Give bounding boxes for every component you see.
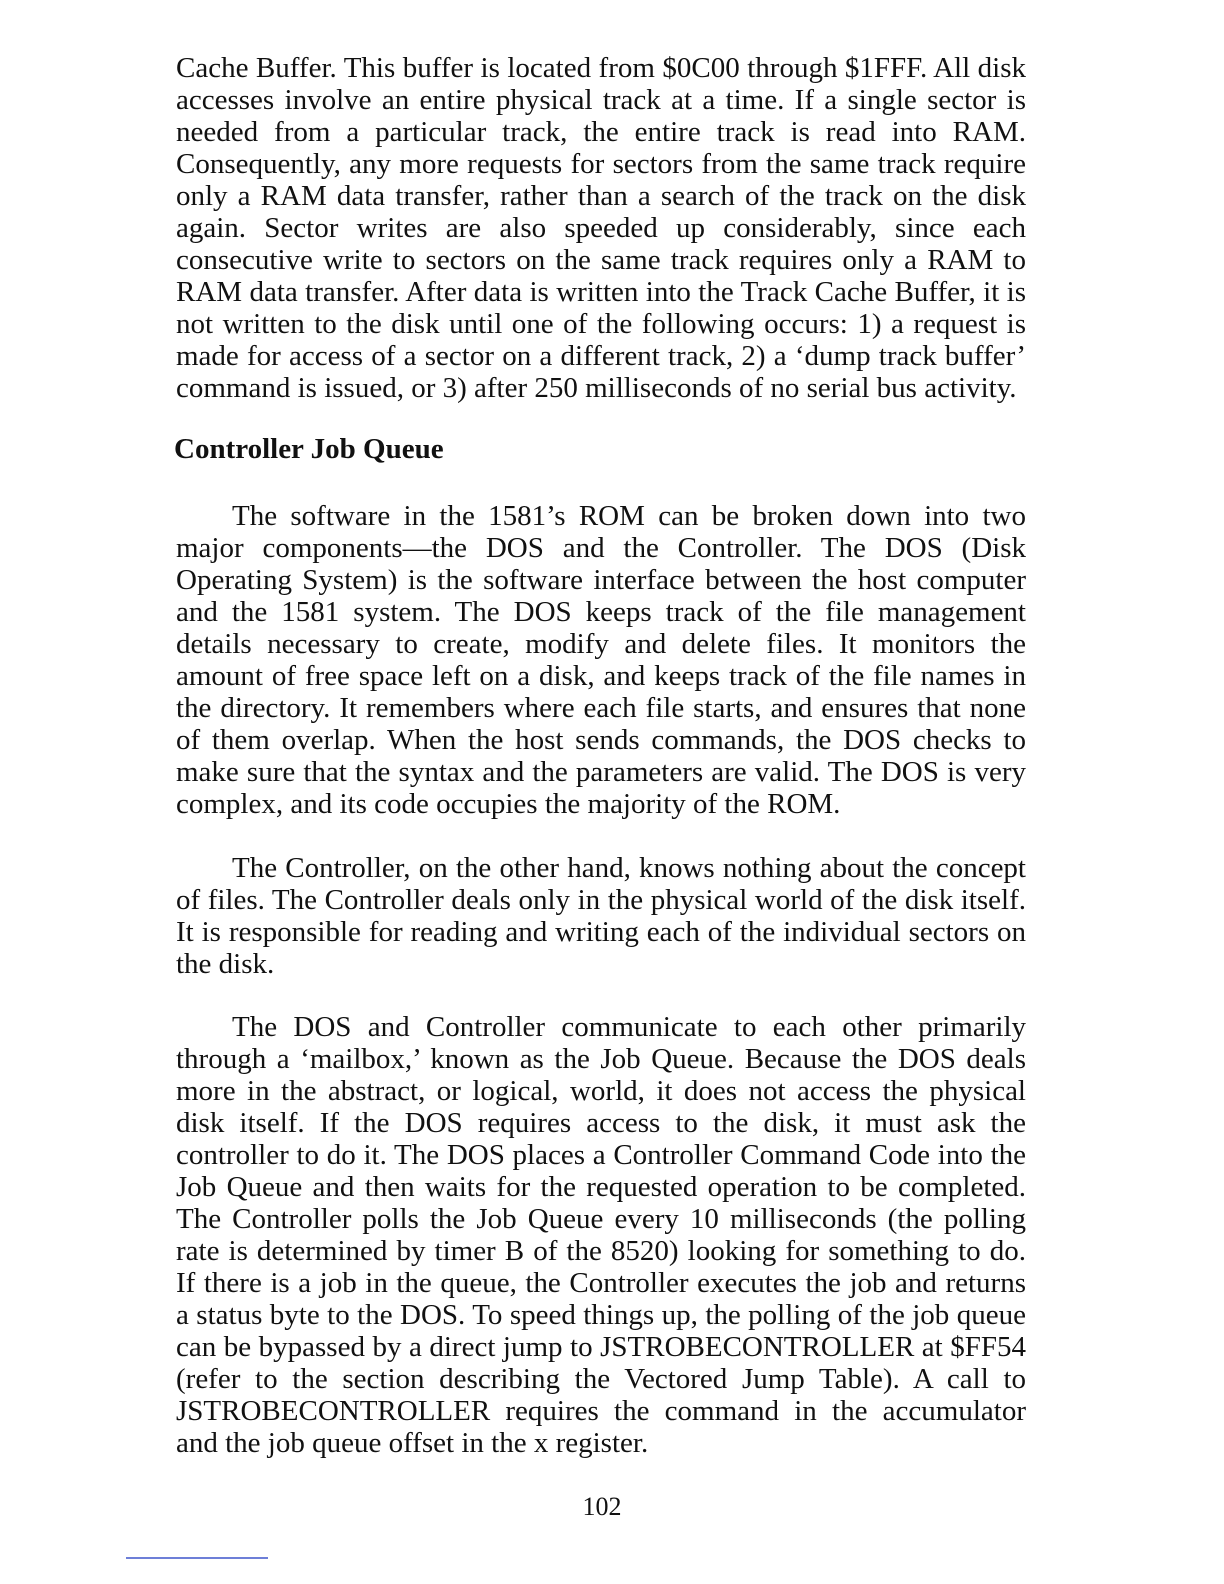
paragraph-controller: The Controller, on the other hand, knows nothing about the concept of files. The Controller deals only in the physical world of the disk itself. It is responsible for reading and writing each of the individual sectors on the disk. (176, 852, 1026, 980)
section-heading: Controller Job Queue (174, 433, 444, 465)
paragraph-job-queue: The DOS and Controller communicate to each other primarily through a ‘mailbox,’ known as the Job Queue. Because the DOS deals more in the abstract, or logical, world, it does not access the physical disk itself. If the DOS requires access to the disk, it must ask the controller to do it. The DOS places a Controller Command Code into the Job Queue and then waits for the requested operation to be completed. The Controller polls the Job Queue every 10 milliseconds (the polling rate is determined by timer B of the 8520) looking for something to do. If there is a job in the queue, the Controller executes the job and returns a status byte to the DOS. To speed things up, the polling of the job queue can be bypassed by a direct jump to JSTROBECONTROLLER at $FF54 (refer to the section describing the Vectored Jump Table). A call to JSTROBECONTROLLER requires the command in the accumulator and the job queue offset in the x register. (176, 1011, 1026, 1459)
page-number: 102 (582, 1492, 622, 1521)
paragraph-dos-controller: The software in the 1581’s ROM can be broken down into two major components—the DOS and the Controller. The DOS (Disk Operating System) is the software interface between the host computer and the 1581 system. The DOS keeps track of the file management details necessary to create, modify and delete files. It monitors the amount of free space left on a disk, and keeps track of the file names in the directory. It remembers where each file starts, and ensures that none of them overlap. When the host sends commands, the DOS checks to make sure that the syntax and the parameters are valid. The DOS is very complex, and its code occupies the majority of the ROM. (176, 500, 1026, 820)
paragraph-track-cache: Cache Buffer. This buffer is located from $0C00 through $1FFF. All disk accesses involve an entire physical track at a time. If a single sector is needed from a particular track, the entire track is read into RAM. Consequently, any more requests for sectors from the same track require only a RAM data transfer, rather than a search of the track on the disk again. Sector writes are also speeded up considerably, since each consecutive write to sectors on the same track requires only a RAM to RAM data transfer. After data is written into the Track Cache Buffer, it is not written to the disk until one of the following occurs: 1) a request is made for access of a sector on a different track, 2) a ‘dump track buffer’ command is issued, or 3) after 250 milliseconds of no serial bus activity. (176, 52, 1026, 404)
bottom-rule (126, 1557, 268, 1559)
